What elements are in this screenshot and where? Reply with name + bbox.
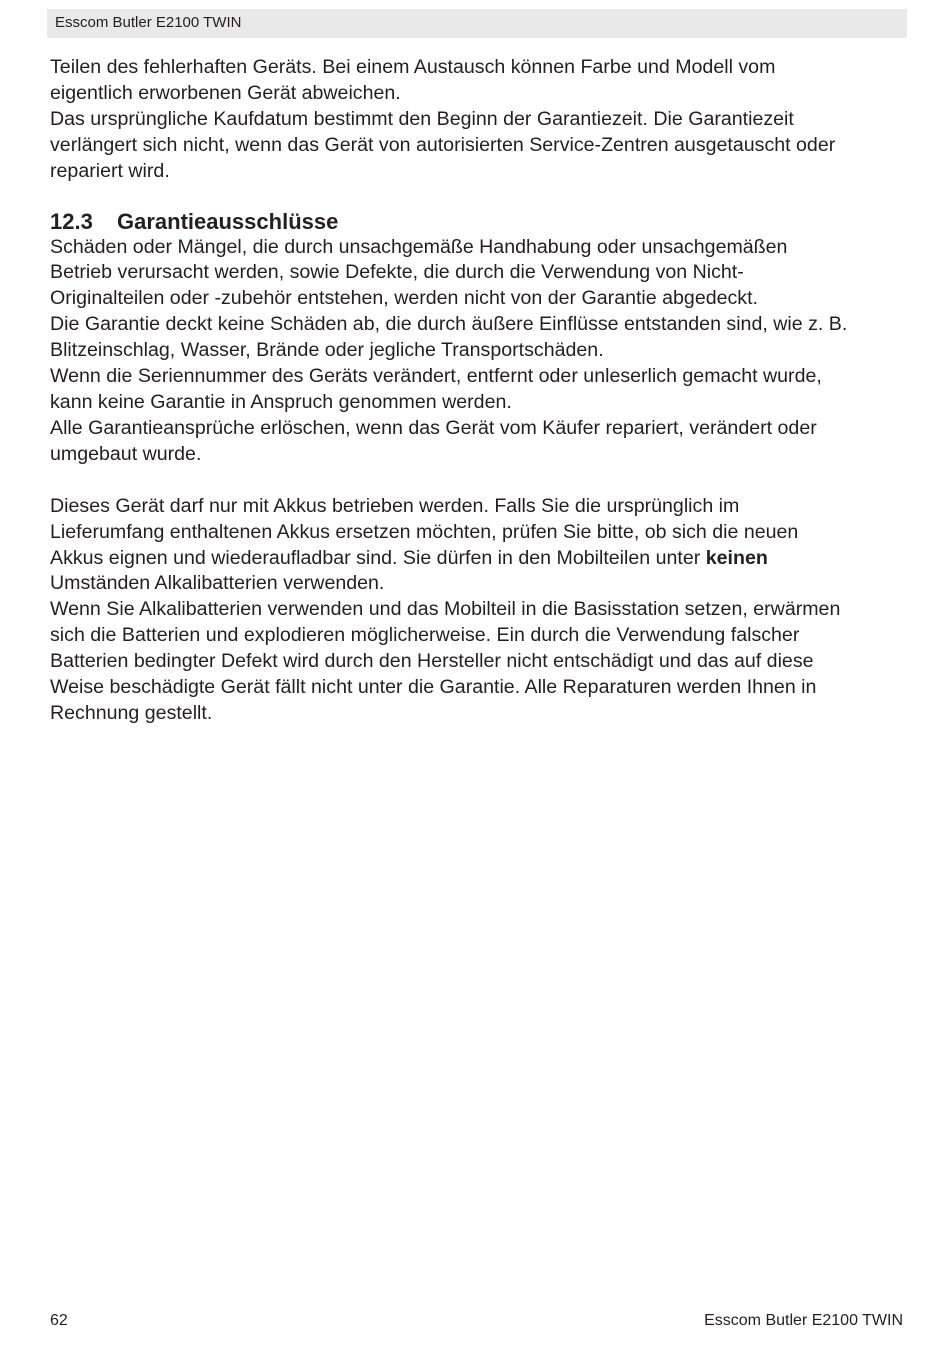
page-content <box>50 55 910 727</box>
text-line: Betrieb verursacht werden, sowie Defekte, die durch die Verwendung von Nicht- <box>50 261 744 284</box>
text-line: Blitzeinschlag, Wasser, Brände oder jegliche Transportschäden. <box>50 339 604 362</box>
battery-paragraph <box>50 494 910 727</box>
section-number: 12.3 <box>50 208 93 234</box>
text-line: kann keine Garantie in Anspruch genommen werden. <box>50 390 512 413</box>
text-line: Weise beschädigte Gerät fällt nicht unter die Garantie. Alle Reparaturen werden Ihnen in <box>50 676 817 699</box>
text-line: umgebaut wurde. <box>50 442 202 465</box>
text-line: Dieses Gerät darf nur mit Akkus betrieben werden. Falls Sie die ursprünglich im <box>50 494 740 517</box>
text-line: Teilen des fehlerhaften Geräts. Bei einem Austausch können Farbe und Modell vom <box>50 56 776 78</box>
exclusions-paragraph <box>50 235 910 468</box>
text-line: Originalteilen oder -zubehör entstehen, werden nicht von der Garantie abgedeckt. <box>50 287 758 310</box>
text-line: Batterien bedingter Defekt wird durch den Hersteller nicht entschädigt und das auf diese <box>50 650 814 673</box>
text-line: Umständen Alkalibatterien verwenden. <box>50 572 385 595</box>
emphasis-keinen: keinen <box>705 546 768 569</box>
text-line: eigentlich erworbenen Gerät abweichen. <box>50 81 401 104</box>
text-line: Wenn Sie Alkalibatterien verwenden und das Mobilteil in die Basisstation setzen, erwärmen <box>50 598 841 621</box>
page-number: 62 <box>50 1312 68 1329</box>
text-line: Alle Garantieansprüche erlöschen, wenn das Gerät vom Käufer repariert, verändert oder <box>50 416 817 439</box>
paragraph-gap <box>50 468 910 494</box>
text-line: Die Garantie deckt keine Schäden ab, die durch äußere Einflüsse entstanden sind, wie z. B. <box>50 313 848 336</box>
text-line: verlängert sich nicht, wenn das Gerät von autorisierten Service-Zentren ausgetauscht oder <box>50 133 836 156</box>
section-title: Garantieausschlüsse <box>117 208 339 234</box>
text-line: Rechnung gestellt. <box>50 701 213 724</box>
text-line: sich die Batterien und explodieren möglicherweise. Ein durch die Verwendung falscher <box>50 624 800 647</box>
section-heading <box>50 209 910 235</box>
footer-title: Esscom Butler E2100 TWIN <box>704 1312 903 1329</box>
text-line: Lieferumfang enthaltenen Akkus ersetzen möchten, prüfen Sie bitte, ob sich die neuen <box>50 520 799 543</box>
text-line: Das ursprüngliche Kaufdatum bestimmt den Beginn der Garantiezeit. Die Garantiezeit <box>50 107 794 130</box>
text-segment: Akkus eignen und wiederaufladbar sind. Sie dürfen in den Mobilteilen unter <box>50 546 706 569</box>
header-title: Esscom Butler E2100 TWIN <box>55 14 242 31</box>
text-line: Wenn die Seriennummer des Geräts verändert, entfernt oder unleserlich gemacht wurde, <box>50 365 822 388</box>
intro-paragraph <box>50 55 910 185</box>
text-line <box>50 546 910 572</box>
text-line: repariert wird. <box>50 159 170 182</box>
running-header <box>47 9 907 38</box>
text-line: Schäden oder Mängel, die durch unsachgemäße Handhabung oder unsachgemäßen <box>50 235 788 258</box>
